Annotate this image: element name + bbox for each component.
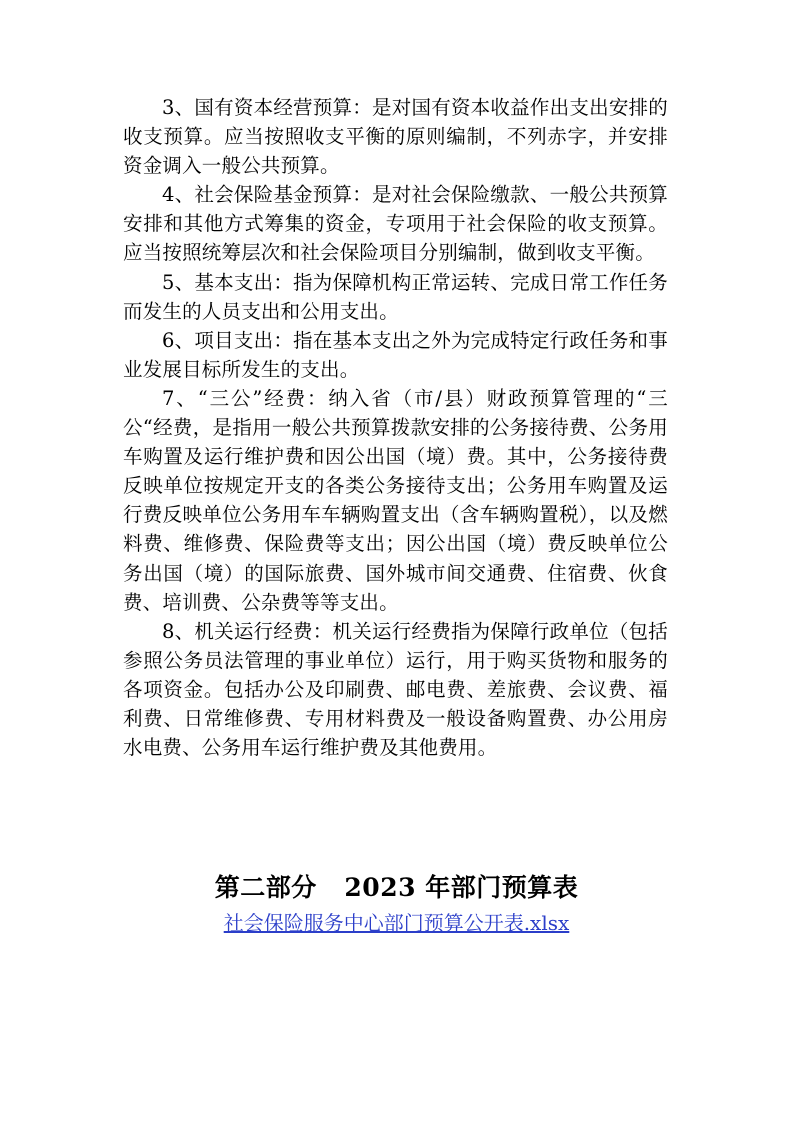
document-body: [123, 93, 668, 762]
paragraph-state-capital-budget: 3、国有资本经营预算：是对国有资本收益作出支出安排的收支预算。应当按照收支平衡的原则编制，不列赤字，并安排资金调入一般公共预算。: [123, 96, 668, 178]
attachment-file-link[interactable]: 社会保险服务中心部门预算公开表.xlsx: [223, 911, 570, 935]
section-title: 第二部分 2023 年部门预算表: [214, 873, 579, 902]
paragraph-project-expenditure: 6、项目支出：指在基本支出之外为完成特定行政任务和事业发展目标所发生的支出。: [123, 328, 668, 381]
paragraph-agency-operating-expenses: 8、机关运行经费：机关运行经费指为保障行政单位（包括参照公务员法管理的事业单位）运行，用于购买货物和服务的各项资金。包括办公及印刷费、邮电费、差旅费、会议费、福利费、日常维修费、专用材料费及一般设备购置费、办公用房水电费、公务用车运行维护费及其他费用。: [123, 619, 668, 760]
paragraph-social-insurance-fund-budget: 4、社会保险基金预算：是对社会保险缴款、一般公共预算安排和其他方式筹集的资金，专项用于社会保险的收支预算。应当按照统筹层次和社会保险项目分别编制，做到收支平衡。: [123, 183, 668, 265]
paragraph-three-public-expenses: 7、“三公”经费：纳入省（市/县）财政预算管理的“三公“经费，是指用一般公共预算拨款安排的公务接待费、公务用车购置及运行维护费和因公出国（境）费。其中，公务接待费反映单位按规定开支的各类公务接待支出；公务用车购置及运行费反映单位公务用车车辆购置支出（含车辆购置税），以及燃料费、维修费、保险费等支出；因公出国（境）费反映单位公务出国（境）的国际旅费、国外城市间交通费、住宿费、伙食费、培训费、公杂费等等支出。: [123, 386, 668, 614]
paragraph-basic-expenditure: 5、基本支出：指为保障机构正常运转、完成日常工作任务而发生的人员支出和公用支出。: [123, 270, 668, 323]
